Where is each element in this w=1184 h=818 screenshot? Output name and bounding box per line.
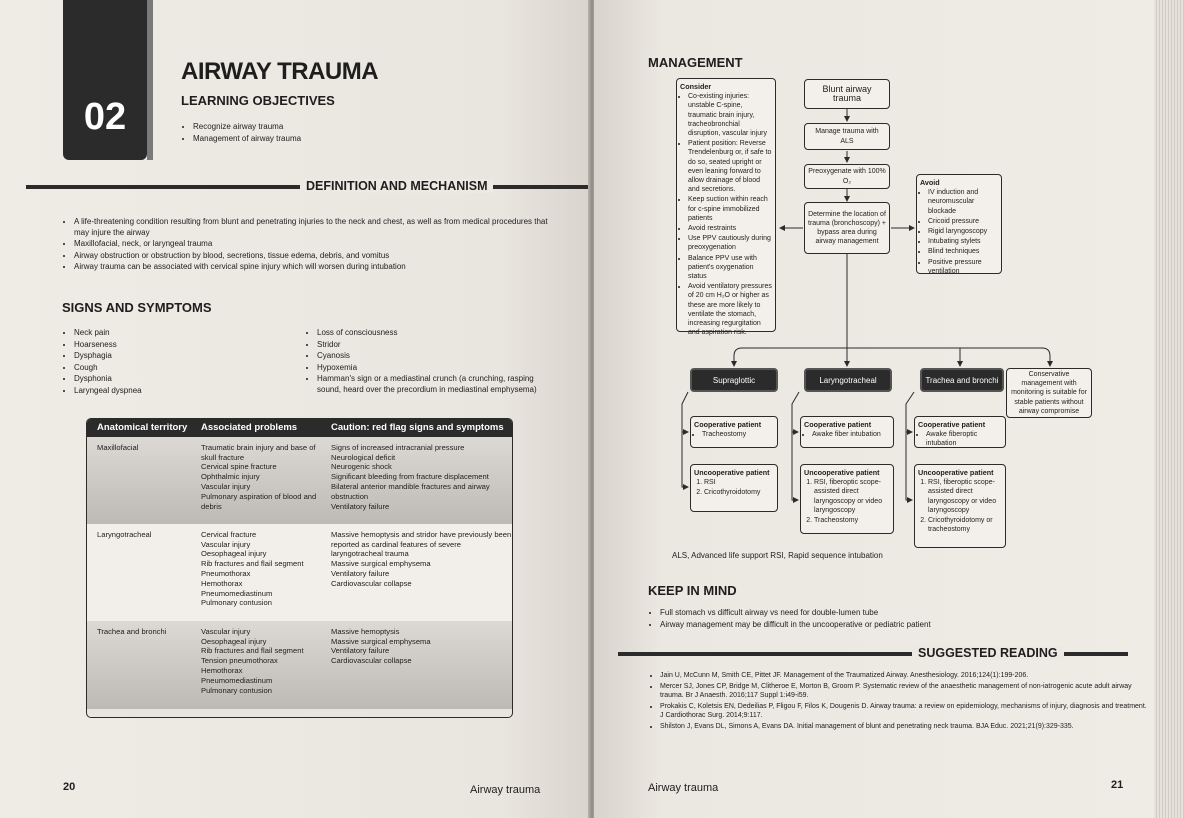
cell-line: Cervical spine fracture xyxy=(201,462,277,472)
chapter-title: AIRWAY TRAUMA xyxy=(181,58,379,85)
list-item: • Awake fiber intubation xyxy=(812,430,890,439)
cell-line: Oesophageal injury xyxy=(201,549,267,559)
list-item: 2. Cricothyroidotomy xyxy=(704,488,774,497)
cell-line: Rib fractures and flail segment xyxy=(201,559,304,569)
list-item: • Laryngeal dyspnea xyxy=(74,386,274,397)
list-item: • Intubating stylets xyxy=(928,237,998,246)
table-header: Caution: red flag signs and symptoms xyxy=(321,419,512,437)
uncoop-title: Uncooperative patient xyxy=(918,468,994,477)
signs-list-1 xyxy=(62,328,274,397)
list-item: • Cough xyxy=(74,363,274,374)
cell-line: Tension pneumothorax xyxy=(201,656,278,666)
table-header: Anatomical territory xyxy=(87,419,191,437)
list-item: • Hamman's sign or a mediastinal crunch (a crunching, rasping sound, heard over the precordium in mediastinal emphysema) xyxy=(317,374,547,395)
page-number: 21 xyxy=(1111,779,1124,791)
list-item: • Airway management may be difficult in the uncooperative or pediatric patient xyxy=(660,620,1120,631)
problems-cell xyxy=(191,524,321,621)
list-item: • Cyanosis xyxy=(317,351,547,362)
cell-line: Ventilatory failure xyxy=(331,501,390,511)
cell-line: Massive surgical emphysema xyxy=(331,559,431,569)
list-item: • Co-existing injuries: unstable C-spine, traumatic brain injury, tracheobronchial disruption, vascular injury xyxy=(688,92,772,138)
running-head: Airway trauma xyxy=(470,784,541,796)
laryngo-coop-box xyxy=(800,416,894,448)
cell-line: Pneumothorax xyxy=(201,568,251,578)
page-edges xyxy=(1154,0,1184,818)
cell-line: Ventilatory failure xyxy=(331,646,390,656)
laryngo-uncoop-box xyxy=(800,464,894,534)
table-row xyxy=(87,621,512,709)
branch-laryngotracheal: Laryngotracheal xyxy=(804,368,892,392)
avoid-box xyxy=(916,174,1002,274)
uncoop-title: Uncooperative patient xyxy=(804,468,880,477)
caution-cell xyxy=(321,621,512,709)
definition-list xyxy=(62,217,554,274)
right-page xyxy=(594,0,1154,818)
table-row xyxy=(87,524,512,621)
list-item: • Dysphonia xyxy=(74,374,274,385)
definition-heading: DEFINITION AND MECHANISM xyxy=(300,179,493,193)
cell-line: Vascular injury xyxy=(201,626,251,636)
conservative-box: Conservative management with monitoring is suitable for stable patients without airway compromise xyxy=(1006,368,1092,418)
cell-line: Ventilatory failure xyxy=(331,568,390,578)
cell-line: Signs of increased intracranial pressure xyxy=(331,442,465,452)
cell-line: Pneumomediastinum xyxy=(201,588,273,598)
list-item: • Hoarseness xyxy=(74,340,274,351)
keep-in-mind-list xyxy=(648,608,1120,631)
list-item: • Prokakis C, Koletsis EN, Dedeilias P, Fligou F, Filos K, Dougenis D. Airway trauma: a review on epidemiology, mechanisms of injury, diagnosis and treatment. J Cardiothorac Surg. 2014;9:117. xyxy=(660,702,1150,721)
list-item: • Patient position: Reverse Trendelenburg or, if safe to do so, seated upright or even leaning forward to allow drainage of blood and secretions. xyxy=(688,139,772,194)
objectives-list xyxy=(181,122,301,145)
cell-line: Significant bleeding from fracture displacement xyxy=(331,472,489,482)
list-item: • Awake fiberoptic intubation xyxy=(926,430,1002,448)
signs-list-2 xyxy=(305,328,547,396)
list-item: 1. RSI xyxy=(704,478,774,487)
cell-line: Pulmonary contusion xyxy=(201,685,272,695)
territory-cell: Laryngotracheal xyxy=(87,524,191,621)
list-item: 2. Tracheostomy xyxy=(814,516,890,525)
list-item: 1. RSI, fiberoptic scope-assisted direct laryngoscopy or video laryngoscopy xyxy=(814,478,890,515)
list-item: • Shilston J, Evans DL, Simons A, Evans DA. Initial management of blunt and penetrating neck trauma. BJA Educ. 2021;21(9):329-335. xyxy=(660,722,1150,732)
list-item: • IV induction and neuromuscular blockade xyxy=(928,188,998,216)
trachea-uncoop-box xyxy=(914,464,1006,548)
problems-cell xyxy=(191,437,321,524)
cell-line: Pulmonary aspiration of blood and debris xyxy=(201,491,317,511)
branch-trachea-bronchi: Trachea and bronchi xyxy=(920,368,1004,392)
list-item: • Avoid ventilatory pressures of 20 cm H₂O or higher as these are more likely to ventilate the stomach, increasing regurgitation and aspiration risk. xyxy=(688,282,772,337)
caution-cell xyxy=(321,437,512,524)
flow-step-locate: Determine the location of trauma (bronchoscopy) + bypass area during airway management xyxy=(804,202,890,254)
list-item: • Balance PPV use with patient's oxygenation status xyxy=(688,254,772,282)
trauma-table xyxy=(86,418,513,718)
cell-line: Vascular injury xyxy=(201,481,251,491)
list-item: • Avoid restraints xyxy=(688,224,772,233)
cell-line: Cardiovascular collapse xyxy=(331,656,412,666)
cell-line: Neurogenic shock xyxy=(331,462,392,472)
running-head: Airway trauma xyxy=(648,782,719,794)
chapter-tab-accent xyxy=(147,0,153,160)
cell-line: Hemothorax xyxy=(201,578,243,588)
cell-line: Bilateral anterior mandible fractures and airway obstruction xyxy=(331,481,490,501)
avoid-title: Avoid xyxy=(920,178,940,187)
cell-line: Pneumomediastinum xyxy=(201,675,273,685)
reading-heading: SUGGESTED READING xyxy=(912,646,1064,660)
list-item: 2. Cricothyroidotomy or tracheostomy xyxy=(928,516,1002,534)
problems-cell xyxy=(191,621,321,709)
cell-line: Cardiovascular collapse xyxy=(331,578,412,588)
cell-line: Massive hemoptysis xyxy=(331,626,400,636)
coop-title: Cooperative patient xyxy=(694,420,762,429)
coop-title: Cooperative patient xyxy=(804,420,872,429)
cell-line: Vascular injury xyxy=(201,539,251,549)
signs-heading: SIGNS AND SYMPTOMS xyxy=(62,300,212,315)
list-item: • Neck pain xyxy=(74,328,274,339)
cell-line: Hemothorax xyxy=(201,665,243,675)
territory-cell: Maxillofacial xyxy=(87,437,191,524)
management-heading: MANAGEMENT xyxy=(648,55,743,70)
list-item: • Use PPV cautiously during preoxygenation xyxy=(688,234,772,252)
list-item: • Keep suction within reach for c-spine immobilized patients xyxy=(688,195,772,223)
cell-line: Massive surgical emphysema xyxy=(331,636,431,646)
uncoop-title: Uncooperative patient xyxy=(694,468,770,477)
page-number: 20 xyxy=(63,781,76,793)
list-item: • Management of airway trauma xyxy=(193,134,301,145)
branch-supraglottic: Supraglottic xyxy=(690,368,778,392)
cell-line: Traumatic brain injury and base of skull fracture xyxy=(201,442,316,462)
left-page xyxy=(0,0,590,818)
cell-line: Pulmonary contusion xyxy=(201,598,272,608)
list-item: • Rigid laryngoscopy xyxy=(928,227,998,236)
list-item: • Jain U, McCunn M, Smith CE, Pittet JF. Management of the Traumatized Airway. Anesthesiology. 2016;124(1):199-206. xyxy=(660,671,1150,681)
list-item: • Positive pressure ventilation xyxy=(928,258,998,276)
list-item: • Tracheostomy xyxy=(702,430,774,439)
list-item: • Cricoid pressure xyxy=(928,217,998,226)
table-header: Associated problems xyxy=(191,419,321,437)
caution-cell xyxy=(321,524,512,621)
flow-step-als: Manage trauma with ALS xyxy=(804,123,890,150)
reading-list xyxy=(648,671,1150,732)
cell-line: Ophthalmic injury xyxy=(201,472,260,482)
trachea-coop-box xyxy=(914,416,1006,448)
list-item: • Full stomach vs difficult airway vs need for double-lumen tube xyxy=(660,608,1120,619)
list-item: 1. RSI, fiberoptic scope-assisted direct laryngoscopy or video laryngoscopy xyxy=(928,478,1002,515)
list-item: • Mercer SJ, Jones CP, Bridge M, Clitheroe E, Morton B, Groom P. Systematic review of the anaesthetic management of non-iatrogenic acute adult airway trauma. Br J Anaesth. 2016;117 Suppl 1:i49-i59. xyxy=(660,682,1150,701)
abbreviations: ALS, Advanced life support RSI, Rapid sequence intubation xyxy=(672,551,883,560)
flow-step-preoxygenate: Preoxygenate with 100% O₂ xyxy=(804,164,890,189)
list-item: • Hypoxemia xyxy=(317,363,547,374)
supraglottic-coop-box xyxy=(690,416,778,448)
cell-line: Rib fractures and flail segment xyxy=(201,646,304,656)
cell-line: Cervical fracture xyxy=(201,529,257,539)
chapter-number: 02 xyxy=(83,96,127,138)
objectives-heading: LEARNING OBJECTIVES xyxy=(181,93,335,108)
flow-start: Blunt airway trauma xyxy=(804,79,890,109)
list-item: • Recognize airway trauma xyxy=(193,122,301,133)
consider-box xyxy=(676,78,776,337)
keep-in-mind-heading: KEEP IN MIND xyxy=(648,583,737,598)
list-item: • Airway trauma can be associated with cervical spine injury which will worsen during intubation xyxy=(74,262,554,273)
table-row xyxy=(87,437,512,524)
coop-title: Cooperative patient xyxy=(918,420,986,429)
territory-cell: Trachea and bronchi xyxy=(87,621,191,709)
cell-line: Massive hemoptysis and stridor have previously been reported as cardinal features of severe laryngotracheal trauma xyxy=(331,529,512,559)
list-item: • A life-threatening condition resulting from blunt and penetrating injuries to the neck and chest, as well as from medical procedures that may injure the airway xyxy=(74,217,554,238)
list-item: • Maxillofacial, neck, or laryngeal trauma xyxy=(74,239,554,250)
consider-title: Consider xyxy=(680,82,712,91)
cell-line: Neurological deficit xyxy=(331,452,396,462)
list-item: • Loss of consciousness xyxy=(317,328,547,339)
list-item: • Airway obstruction or obstruction by blood, secretions, tissue edema, debris, and vomitus xyxy=(74,251,554,262)
list-item: • Dysphagia xyxy=(74,351,274,362)
cell-line: Oesophageal injury xyxy=(201,636,267,646)
supraglottic-uncoop-box xyxy=(690,464,778,512)
list-item: • Blind techniques xyxy=(928,247,998,256)
list-item: • Stridor xyxy=(317,340,547,351)
